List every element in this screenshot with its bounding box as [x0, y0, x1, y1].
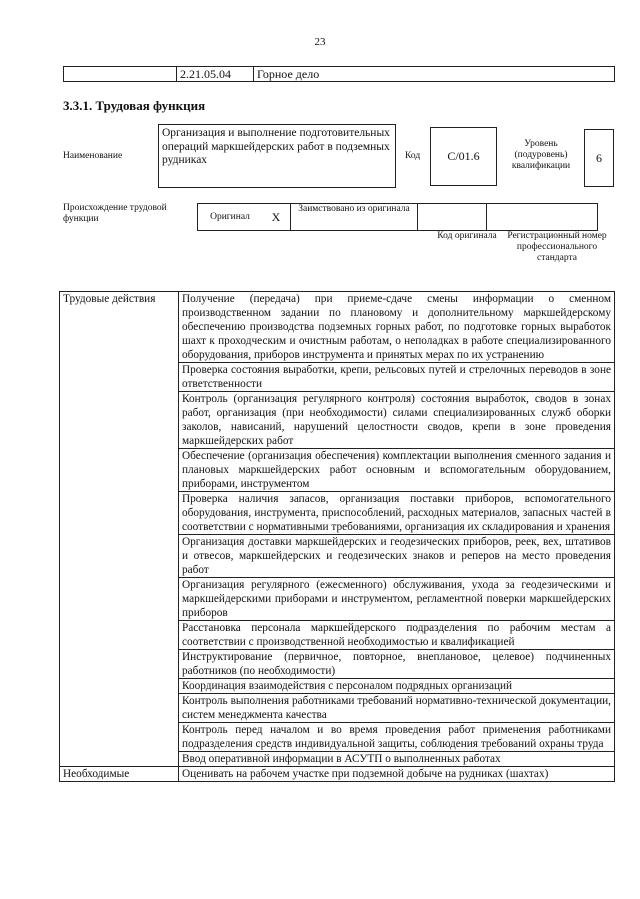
code-value-box: C/01.6: [430, 127, 497, 186]
level-value-box: 6: [584, 129, 614, 187]
borrowed-label: Заимствовано из оригинала: [291, 204, 418, 231]
level-label: Уровень (подуровень) квалификации: [511, 139, 571, 171]
labor-action-item: Координация взаимодействия с персоналом подрядных организаций: [179, 679, 615, 694]
labor-action-item: Контроль (организация регулярного контроля) состояния выработок, сводов в зонах работ, организация (при необходимости) силами специализированных служб оборки заколов, нависаний, нарушений целостности сводов, крепи в зоне проведения маркшейдерских работ: [179, 392, 615, 449]
code-label: Код: [405, 151, 421, 161]
original-label: Оригинал: [198, 204, 263, 231]
name-label: Наименование: [63, 151, 123, 161]
labor-action-item: Ввод оперативной информации в АСУТП о выполненных работах: [179, 752, 615, 767]
labor-action-item: Расстановка персонала маркшейдерского подразделения по рабочим местам а соответствии с производственной необходимостью и квалификацией: [179, 621, 615, 650]
header-code-table: [63, 66, 615, 82]
header-code-cell: 2.21.05.04: [177, 67, 254, 82]
labor-action-item: Инструктирование (первичное, повторное, внеплановое, целевое) подчиненных работников (по необходимости): [179, 650, 615, 679]
labor-action-item: Обеспечение (организация обеспечения) комплектации выполнения сменного задания и плановых маркшейдерских работ основным и вспомогательным оборудованием, приборами, инструментом: [179, 449, 615, 492]
reg-number-cell: [487, 204, 598, 231]
header-empty-cell: [64, 67, 177, 82]
labor-action-item: Контроль выполнения работниками требований нормативно-технической документации, систем менеджмента качества: [179, 694, 615, 723]
labor-action-item: Контроль перед началом и во время проведения работ применения работниками подразделения средств индивидуальной защиты, соблюдения требований охраны труда: [179, 723, 615, 752]
labor-action-item: Получение (передача) при приеме-сдаче смены информации о сменном производственном задании по плановому и дополнительному маркшейдерскому обеспечению производства подземных горных работ, по подготовке горных выработок шахт к проходческим и очистным работам, о неполадках в работе специализированного оборудования, приборов инструмента и принятых мерах по их устранению: [179, 292, 615, 363]
labor-action-item: Проверка наличия запасов, организация поставки приборов, вспомогательного оборудования, инструмента, приспособлений, расходных материалов, запасных частей в соответствии с нормативными требованиями, организация их складирования и хранения: [179, 492, 615, 535]
origin-label: Происхождение трудовой функции: [63, 203, 167, 224]
origin-table: [197, 203, 598, 231]
reg-number-label: Регистрационный номер профессионального стандарта: [507, 231, 607, 263]
table-row: [60, 292, 615, 363]
function-name-box: Организация и выполнение подготовительных операций маркшейдерских работ в подземных рудниках: [158, 124, 396, 188]
code-original-label: Код оригинала: [437, 231, 497, 241]
page-number: 23: [314, 36, 326, 48]
labor-action-item: Проверка состояния выработки, крепи, рельсовых путей и стрелочных переводов в зоне ответственности: [179, 363, 615, 392]
labor-action-item: Организация регулярного (ежесменного) обслуживания, ухода за геодезическими и маркшейдерскими приборами и инструментом, регламентной поверки маркшейдерских приборов: [179, 578, 615, 621]
skill-item: Оценивать на рабочем участке при подземной добыче на рудниках (шахтах): [179, 767, 615, 782]
labor-actions-label: Трудовые действия: [60, 292, 179, 767]
section-title: 3.3.1. Трудовая функция: [63, 98, 206, 113]
skills-label: Необходимые: [60, 767, 179, 782]
original-mark: X: [262, 204, 291, 231]
code-original-cell: [418, 204, 487, 231]
labor-functions-table: [59, 291, 615, 782]
table-row: [60, 767, 615, 782]
labor-action-item: Организация доставки маркшейдерских и геодезических приборов, реек, вех, штативов и отвесов, маркшейдерских и геодезических знаков и реперов на место проведения работ: [179, 535, 615, 578]
header-name-cell: Горное дело: [254, 67, 615, 82]
